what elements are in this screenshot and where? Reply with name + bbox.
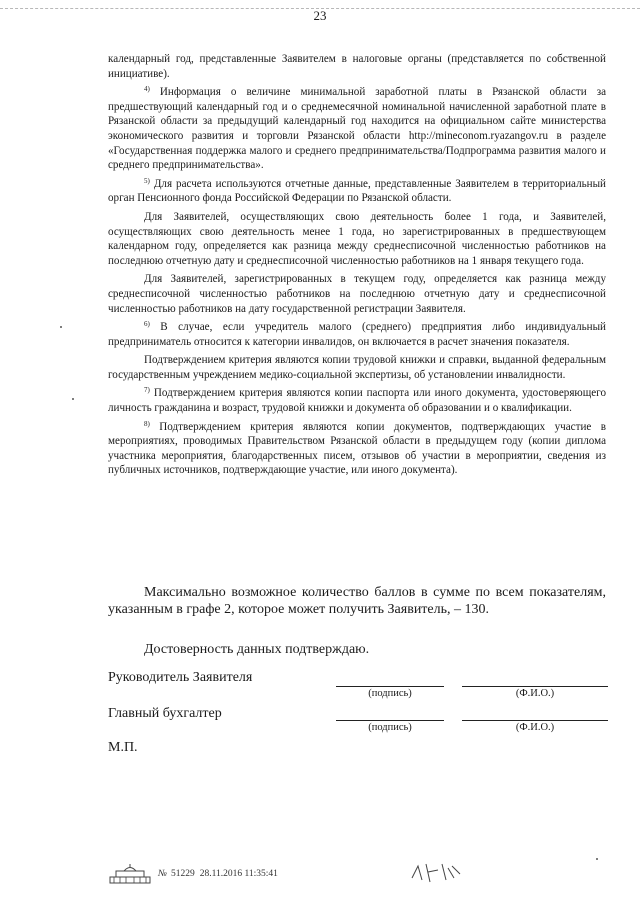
footnote-marker: 4) [144,85,150,94]
registration-timestamp: 28.11.2016 11:35:41 [199,869,278,879]
paragraph: Для Заявителей, осуществляющих свою деятельность более 1 года, и Заявителей, осуществляющих свою деятельность менее 1 года, но зарегистрированных в предшествующем календарном году, определяется как разница между среднесписочной численностью работников на последнюю отчетную дату и среднесписочной численностью работников на 1 января текущего года. [108,210,606,267]
document-number: 51229 [170,869,195,879]
confirmation-statement: Достоверность данных подтверждаю. [144,642,370,657]
signature-hint: (подпись) [368,722,412,733]
name-line [462,720,608,721]
footnote-marker: 7) [144,386,150,395]
paragraph: Подтверждением критерия являются копии трудовой книжки и справки, выданной федеральным государственным учреждением медико-социальной экспертизы, об установлении инвалидности. [108,354,606,381]
scan-speck [596,858,598,860]
paragraph: $^{6)}$ В случае, если учредитель малого (среднего) предприятия либо индивидуальный предприниматель относится к категории инвалидов, он включается в расчет значения показателя. [108,320,606,348]
name-hint: (Ф.И.О.) [515,722,555,733]
paragraph: $^{7)}$ Подтверждением критерия являются копии паспорта или иного документа, удостоверяющего личность гражданина и возраст, трудовой книжки и документа об образовании и о квалификации. [108,386,606,415]
signature-line [336,720,444,721]
page-number: 23 [313,8,327,23]
name-line [462,686,608,687]
body-text [108,52,606,482]
paragraph: $^{5)}$ Для расчета используются отчетные данные, представленные Заявителем в территориальный орган Пенсионного фонда Российской Федерации по Рязанской области. [108,176,606,205]
paragraph: Для Заявителей, зарегистрированных в текущем году, определяется как разница между среднесписочной численностью работников на последнюю отчетную дату и среднесписочной численностью работников на дату государственной регистрации Заявителя. [108,273,606,315]
scan-speck [72,398,74,400]
name-hint: (Ф.И.О.) [515,688,555,699]
stamp-place-label: М.П. [108,740,138,755]
signature-hint: (подпись) [368,688,412,699]
signature-label-accountant: Главный бухгалтер [108,706,222,721]
number-sign: № [158,869,167,879]
registration-footer [108,862,278,886]
paragraph: $^{8)}$ Подтверждением критерия являются копии документов, подтверждающих участие в мероприятиях, проводимых Правительством Рязанской области в предыдущем году (копии диплома участника мероприятия, благодарственных писем, отзывов об участии в мероприятии, сведения из публичных источников, подтверждающие участие, или иного документа). [108,419,606,477]
initials-scribble [408,858,468,886]
signature-label-director: Руководитель Заявителя [108,670,253,685]
signature-line [336,686,444,687]
paragraph: календарный год, представленные Заявителем в налоговые органы (представляется по собственной инициативе). [108,53,606,80]
footnote-marker: 8) [144,419,150,428]
max-score-statement: Максимально возможное количество баллов в сумме по всем показателям, указанным в графе 2, которое может получить Заявитель, – 130. [108,585,606,617]
scan-speck [60,326,62,328]
footnote-marker: 5) [144,176,150,185]
paragraph: $^{4)}$ Информация о величине минимальной заработной платы в Рязанской области за предшествующий календарный год и о среднемесячной номинальной начисленной заработной плате в Рязанской области за предыдущий календарный год находится на официальном сайте министерства экономического развития и торговли Рязанской области http://mineconom.ryazangov.ru в разделе «Государственная поддержка малого и среднего предпринимательства/Подпрограмма развития малого и среднего предпринимательства». [108,85,606,172]
footnote-marker: 6) [144,320,150,329]
building-logo-icon [108,863,152,885]
